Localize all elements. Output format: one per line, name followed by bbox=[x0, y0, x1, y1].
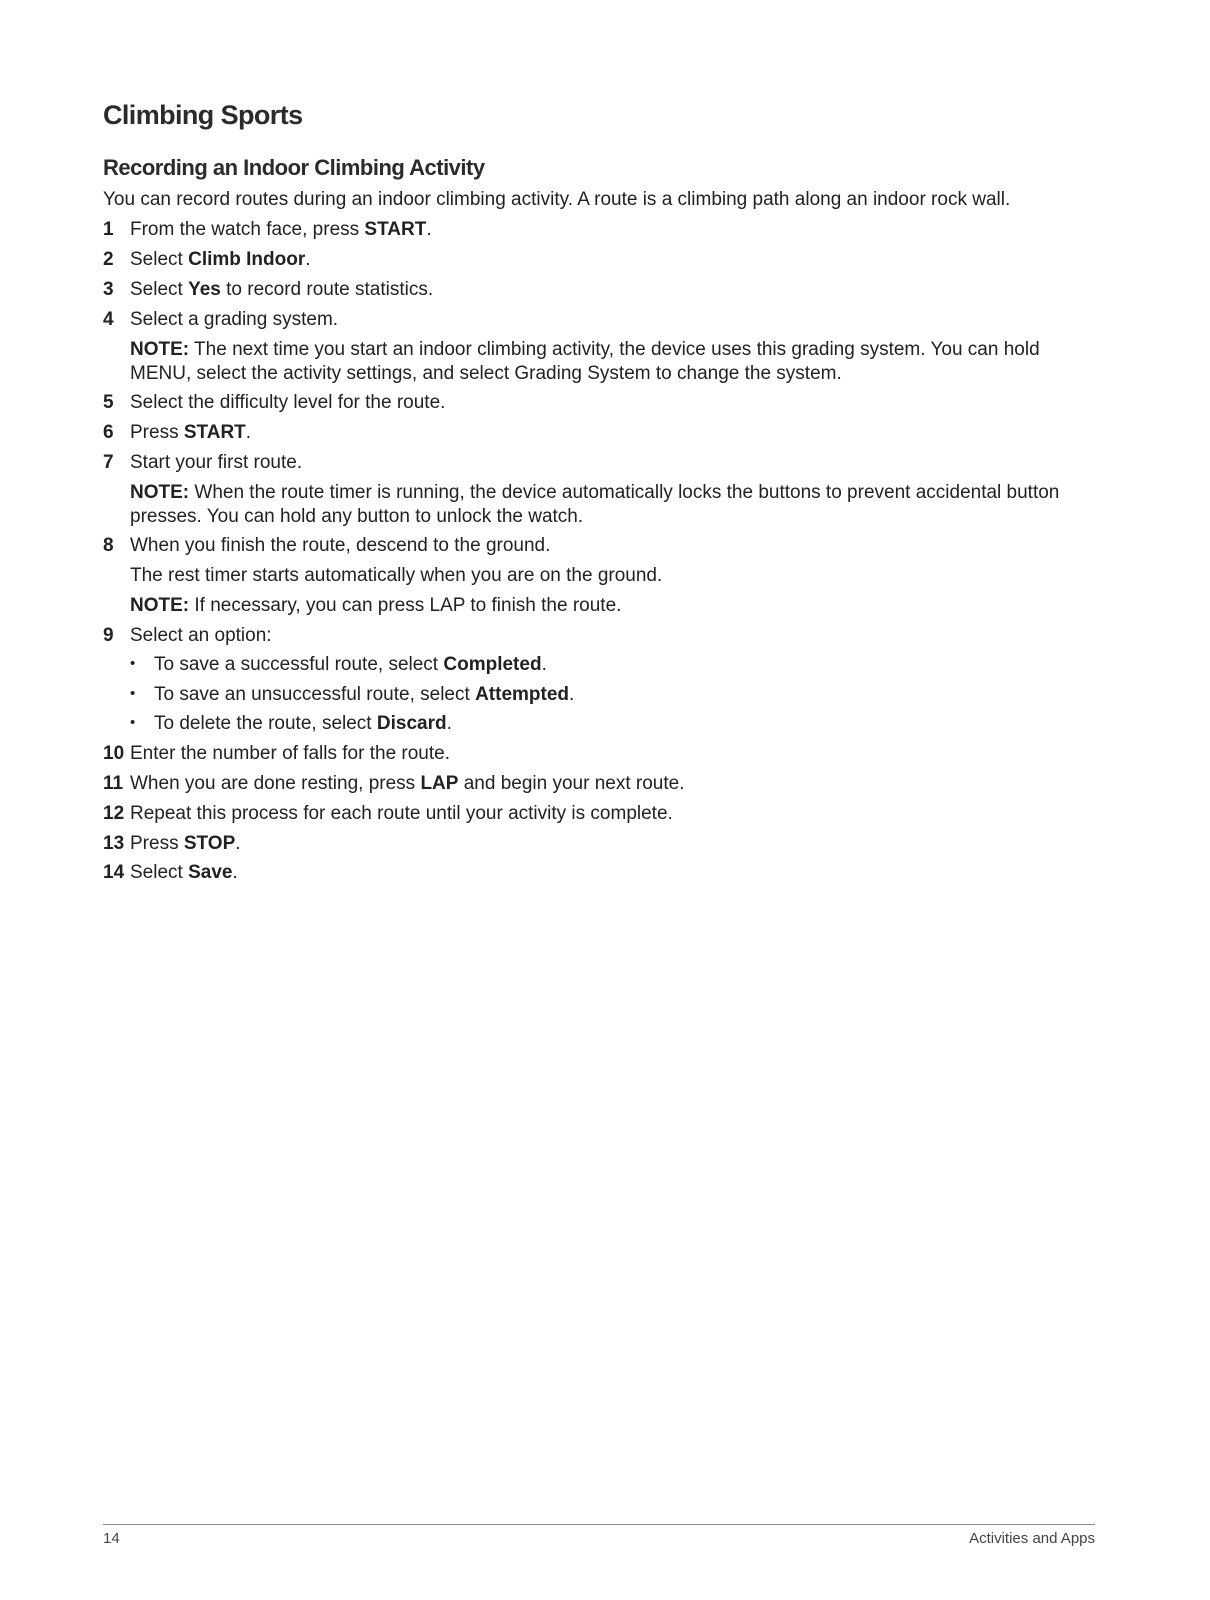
bullet-icon: • bbox=[130, 655, 136, 672]
note-step-4 bbox=[130, 338, 1090, 386]
step-text: Start your first route. bbox=[130, 452, 303, 473]
step-text: Select an option: bbox=[130, 625, 272, 646]
step-text: Select Climb Indoor. bbox=[130, 249, 311, 270]
step-number: 9 bbox=[103, 625, 114, 646]
section-title: Climbing Sports bbox=[103, 100, 303, 130]
footer-section-title: Activities and Apps bbox=[969, 1530, 1095, 1547]
step-number: 5 bbox=[103, 392, 114, 413]
step-text: Press START. bbox=[130, 422, 252, 443]
note-text: The next time you start an indoor climbing activity, the device uses this grading system. You can hold MENU, select the activity settings, and select Grading System to change the system. bbox=[130, 339, 1040, 384]
note-text: If necessary, you can press LAP to finish the route. bbox=[194, 595, 622, 616]
step-number: 6 bbox=[103, 422, 114, 443]
step-text: Select a grading system. bbox=[130, 309, 339, 330]
step-text: Repeat this process for each route until your activity is complete. bbox=[130, 803, 673, 824]
step-text: Select Yes to record route statistics. bbox=[130, 279, 434, 300]
step-text: Enter the number of falls for the route. bbox=[130, 743, 451, 764]
step-text: From the watch face, press START. bbox=[130, 219, 432, 240]
step-text: Select Save. bbox=[130, 862, 238, 883]
step-number: 4 bbox=[103, 309, 114, 330]
footer-divider bbox=[103, 1524, 1095, 1525]
subsection-title: Recording an Indoor Climbing Activity bbox=[103, 155, 485, 180]
option-text: To delete the route, select Discard. bbox=[154, 713, 452, 734]
step-text: When you are done resting, press LAP and begin your next route. bbox=[130, 773, 685, 794]
step-8-detail: The rest timer starts automatically when you are on the ground. bbox=[130, 565, 663, 586]
step-number: 12 bbox=[103, 803, 125, 824]
step-number: 8 bbox=[103, 535, 114, 556]
note-text: When the route timer is running, the device automatically locks the buttons to prevent accidental button presses. You can hold any button to unlock the watch. bbox=[130, 482, 1060, 527]
step-number: 3 bbox=[103, 279, 114, 300]
note-label: NOTE: bbox=[130, 339, 190, 360]
bullet-icon: • bbox=[130, 714, 136, 731]
step-number: 2 bbox=[103, 249, 114, 270]
step-number: 13 bbox=[103, 833, 125, 854]
step-text: When you finish the route, descend to the ground. bbox=[130, 535, 551, 556]
step-text: Press STOP. bbox=[130, 833, 241, 854]
option-text: To save an unsuccessful route, select Attempted. bbox=[154, 684, 575, 705]
note-step-7 bbox=[130, 481, 1090, 529]
bullet-icon: • bbox=[130, 685, 136, 702]
note-step-8 bbox=[130, 594, 1090, 618]
step-number: 1 bbox=[103, 219, 114, 240]
step-number: 11 bbox=[103, 773, 124, 794]
intro-paragraph: You can record routes during an indoor climbing activity. A route is a climbing path along an indoor rock wall. bbox=[103, 189, 1011, 210]
option-text: To save a successful route, select Completed. bbox=[154, 654, 547, 675]
step-number: 14 bbox=[103, 862, 125, 883]
step-number: 10 bbox=[103, 743, 125, 764]
page-number: 14 bbox=[103, 1530, 120, 1547]
step-text: Select the difficulty level for the route. bbox=[130, 392, 446, 413]
note-label: NOTE: bbox=[130, 482, 190, 503]
note-label: NOTE: bbox=[130, 595, 190, 616]
step-number: 7 bbox=[103, 452, 114, 473]
